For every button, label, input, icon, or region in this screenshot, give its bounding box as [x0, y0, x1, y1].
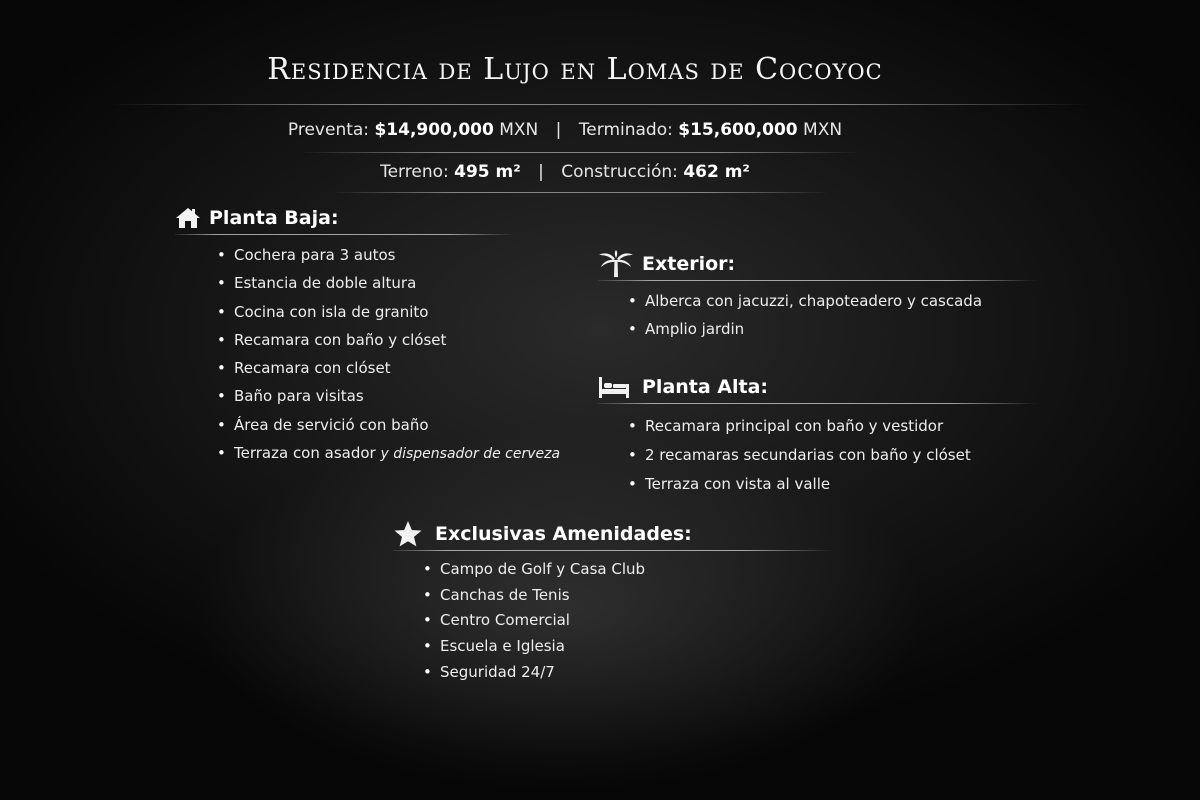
presale-label: Preventa: — [287, 120, 370, 140]
amenidades-list — [423, 557, 833, 686]
house-icon — [175, 205, 209, 231]
planta-alta-heading: Planta Alta: — [642, 376, 769, 398]
planta-alta-list — [628, 412, 1038, 499]
planta-alta-underline — [598, 403, 1038, 404]
planta-alta-section — [598, 373, 1038, 499]
price-divider — [300, 152, 860, 153]
presale-currency: MXN — [499, 120, 539, 140]
area-separator: | — [538, 162, 544, 182]
title-divider — [110, 104, 1090, 105]
list-item: • Cocina con isla de granito — [217, 298, 515, 326]
amenidades-heading: Exclusivas Amenidades: — [435, 523, 692, 545]
list-item: • Seguridad 24/7 — [423, 660, 833, 686]
list-item: • Centro Comercial — [423, 608, 833, 634]
list-item: • Escuela e Iglesia — [423, 634, 833, 660]
list-item: • Recamara principal con baño y vestidor — [628, 412, 1038, 441]
exterior-heading: Exterior: — [642, 253, 736, 275]
list-item: • Amplio jardin — [628, 315, 1038, 343]
finished-currency: MXN — [803, 120, 843, 140]
finished-value: $15,600,000 — [678, 120, 798, 140]
list-item: • Área de servició con baño — [217, 411, 515, 439]
price-separator: | — [555, 120, 562, 140]
exterior-section — [598, 250, 1038, 343]
area-divider — [330, 192, 830, 193]
bed-icon — [598, 374, 642, 400]
amenidades-section — [393, 520, 833, 686]
list-item: • Alberca con jacuzzi, chapoteadero y cascada — [628, 287, 1038, 315]
area-line — [0, 162, 1130, 182]
list-item: • Estancia de doble altura — [217, 269, 515, 297]
amenidades-underline — [393, 550, 833, 551]
planta-baja-list — [217, 241, 561, 468]
finished-label: Terminado: — [578, 120, 673, 140]
planta-baja-section — [175, 204, 561, 468]
planta-baja-heading: Planta Baja: — [209, 207, 339, 229]
terraza-text: Terraza con asador — [234, 444, 376, 463]
list-item — [217, 439, 561, 468]
land-value: 495 m² — [454, 162, 521, 182]
list-item: • Terraza con vista al valle — [628, 470, 1038, 499]
list-item: • Cochera para 3 autos — [217, 241, 515, 269]
list-item: • 2 recamaras secundarias con baño y clóset — [628, 441, 1038, 470]
page-title: Residencia de Lujo en Lomas de Cocoyoc — [267, 52, 883, 87]
presale-value: $14,900,000 — [374, 120, 494, 140]
land-label: Terreno: — [380, 162, 449, 182]
star-icon — [393, 521, 435, 547]
list-item: • Campo de Golf y Casa Club — [423, 557, 833, 583]
price-line — [0, 120, 1130, 140]
terraza-italic-text: y dispensador de cerveza — [380, 446, 561, 463]
list-item: • Canchas de Tenis — [423, 583, 833, 609]
exterior-underline — [598, 280, 1038, 281]
build-label: Construcción: — [561, 162, 678, 182]
exterior-list — [628, 287, 1038, 343]
list-item: • Baño para visitas — [217, 382, 515, 410]
list-item: • Recamara con baño y clóset — [217, 326, 515, 354]
planta-baja-underline — [175, 234, 515, 235]
build-value: 462 m² — [683, 162, 750, 182]
palm-tree-icon — [598, 251, 642, 277]
list-item: • Recamara con clóset — [217, 354, 515, 382]
